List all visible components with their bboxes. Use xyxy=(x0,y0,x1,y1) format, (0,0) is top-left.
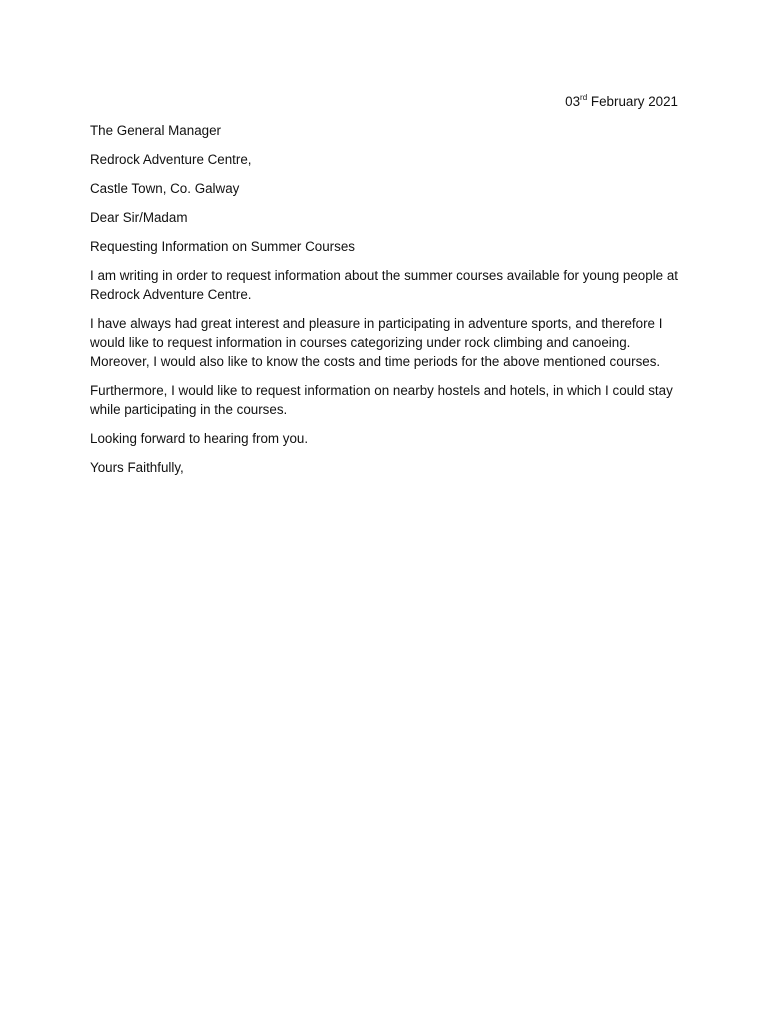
date-suffix: rd xyxy=(580,92,588,102)
paragraph-intro: I am writing in order to request information about the summer courses available for young people at Redrock Adventure Centre. xyxy=(90,268,679,302)
recipient-title: The General Manager xyxy=(90,123,222,138)
closing-line: Looking forward to hearing from you. xyxy=(90,431,309,446)
recipient-address: Castle Town, Co. Galway xyxy=(90,181,240,196)
sign-off: Yours Faithfully, xyxy=(90,460,184,475)
date-month-year: February 2021 xyxy=(590,94,678,109)
letter-body xyxy=(90,121,680,487)
salutation: Dear Sir/Madam xyxy=(90,210,188,225)
subject-line: Requesting Information on Summer Courses xyxy=(90,239,355,254)
letter-date xyxy=(565,92,678,111)
paragraph-accommodation: Furthermore, I would like to request information on nearby hostels and hotels, in which I could stay while participating in the courses. xyxy=(90,383,673,417)
date-day: 03 xyxy=(565,94,581,109)
recipient-organisation: Redrock Adventure Centre, xyxy=(90,152,252,167)
paragraph-courses: I have always had great interest and pleasure in participating in adventure sports, and therefore I would like to request information in courses categorizing under rock climbing and canoeing. Moreover, I would also like to know the costs and time periods for the above mentioned courses. xyxy=(90,316,663,369)
